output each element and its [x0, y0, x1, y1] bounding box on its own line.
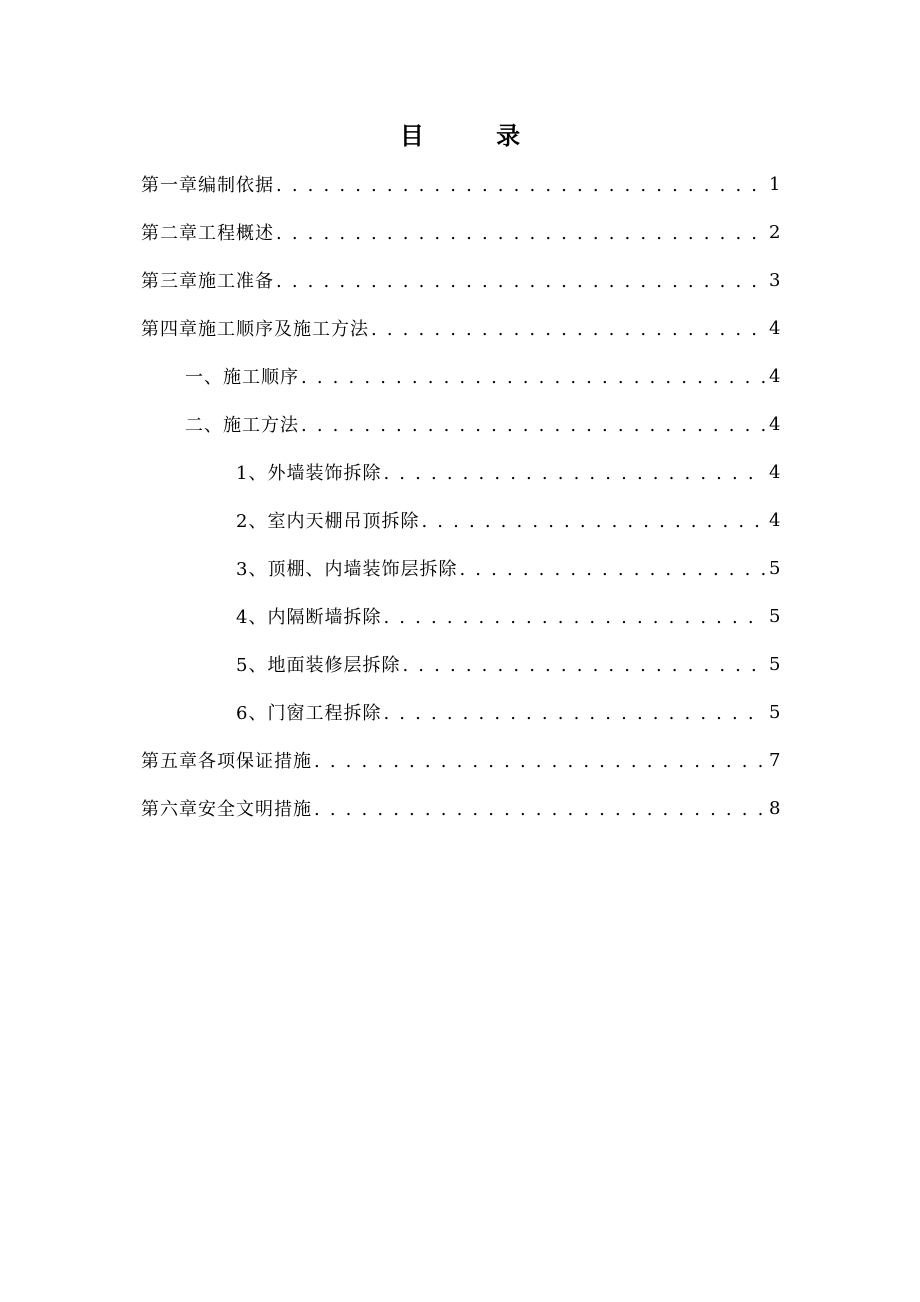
toc-entry[interactable] [141, 304, 781, 352]
toc-entry-number: 第五章 [141, 751, 198, 772]
toc-dot-leader [383, 609, 765, 627]
toc-dot-leader [314, 753, 765, 771]
toc-entry-page: 4 [769, 461, 782, 483]
toc-dot-leader [276, 225, 765, 243]
toc-entry-page: 5 [769, 701, 782, 723]
toc-entry-label: 顶棚、内墙装饰层拆除 [267, 559, 458, 580]
toc-entry-page: 8 [769, 797, 782, 819]
toc-entry-page: 4 [769, 509, 782, 531]
table-of-contents [141, 160, 781, 832]
toc-entry-page: 2 [769, 221, 782, 243]
toc-entry-number: 5、 [236, 655, 268, 676]
toc-entry[interactable] [141, 496, 781, 544]
toc-entry-number: 第二章 [141, 223, 198, 244]
toc-dot-leader [301, 369, 765, 387]
toc-entry-page: 1 [769, 173, 782, 195]
toc-entry-page: 3 [769, 269, 782, 291]
toc-dot-leader [383, 705, 765, 723]
toc-dot-leader [402, 657, 765, 675]
toc-dot-leader [459, 561, 765, 579]
toc-entry[interactable] [141, 688, 781, 736]
toc-entry-page: 4 [769, 317, 782, 339]
toc-entry[interactable] [141, 448, 781, 496]
toc-entry-number: 第一章 [141, 175, 198, 196]
toc-dot-leader [421, 513, 765, 531]
toc-dot-leader [383, 465, 765, 483]
toc-entry-number: 2、 [236, 511, 268, 532]
toc-entry[interactable] [141, 592, 781, 640]
toc-entry-label: 工程概述 [198, 223, 274, 244]
toc-entry[interactable] [141, 256, 781, 304]
toc-entry[interactable] [141, 160, 781, 208]
toc-title: 目 录 [399, 121, 553, 150]
toc-entry-label: 各项保证措施 [198, 751, 312, 772]
toc-entry-label: 施工顺序 [223, 367, 299, 388]
toc-entry-label: 室内天棚吊顶拆除 [267, 511, 420, 532]
toc-entry[interactable] [141, 640, 781, 688]
toc-entry[interactable] [141, 352, 781, 400]
toc-entry-label: 内隔断墙拆除 [267, 607, 382, 628]
toc-entry-label: 安全文明措施 [198, 799, 312, 820]
toc-entry-label: 地面装修层拆除 [267, 655, 401, 676]
toc-dot-leader [314, 801, 765, 819]
toc-entry-number: 3、 [236, 559, 268, 580]
toc-entry-label: 编制依据 [198, 175, 274, 196]
toc-entry-page: 5 [769, 557, 782, 579]
toc-entry-label: 施工方法 [223, 415, 299, 436]
toc-entry[interactable] [141, 784, 781, 832]
toc-entry-page: 5 [769, 605, 782, 627]
toc-entry-number: 第四章 [141, 319, 198, 340]
toc-entry-label: 外墙装饰拆除 [267, 463, 382, 484]
toc-entry[interactable] [141, 400, 781, 448]
toc-entry-number: 二、 [185, 415, 223, 436]
toc-dot-leader [301, 417, 765, 435]
toc-entry-page: 4 [769, 413, 782, 435]
toc-entry-number: 第六章 [141, 799, 198, 820]
toc-entry-page: 7 [769, 749, 782, 771]
toc-entry[interactable] [141, 544, 781, 592]
toc-entry-number: 第三章 [141, 271, 198, 292]
toc-entry-number: 1、 [236, 463, 268, 484]
toc-entry-page: 4 [769, 365, 782, 387]
toc-entry-number: 一、 [185, 367, 223, 388]
toc-entry-number: 6、 [236, 703, 268, 724]
toc-entry-page: 5 [769, 653, 782, 675]
toc-entry-number: 4、 [236, 607, 268, 628]
toc-entry-label: 施工顺序及施工方法 [198, 319, 369, 340]
toc-entry-label: 施工准备 [198, 271, 274, 292]
toc-entry-label: 门窗工程拆除 [267, 703, 382, 724]
toc-dot-leader [276, 273, 765, 291]
toc-dot-leader [276, 177, 765, 195]
toc-entry[interactable] [141, 736, 781, 784]
toc-entry[interactable] [141, 208, 781, 256]
toc-dot-leader [371, 321, 765, 339]
